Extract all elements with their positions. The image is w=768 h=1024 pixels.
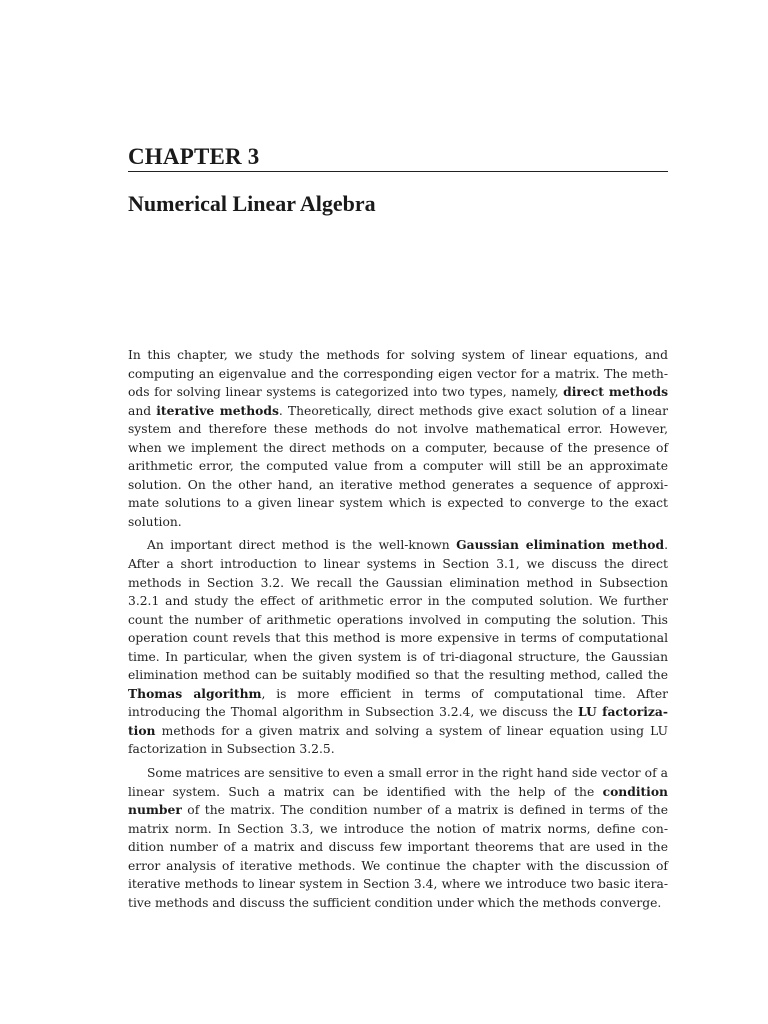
paragraph-2-text-2: . After a short introduction to linear systems in Section 3.1, we discuss the direct methods in Section 3.2. We recall the Gaussian elimination method in Subsection 3.2.1 and study the effect of arithmetic error in the computed solution. We further count the number of arithmetic operations involved in computing the solution. This operation count revels that this method is more expensive in terms of computational time. In particular, when the given system is of tri-diagonal structure, the Gaussian elimination method can be suitably modified so that the resulting method, called the — [128, 538, 668, 683]
chapter-heading-rule — [128, 171, 668, 172]
paragraph-3-text-2: of the matrix. The condition number of a matrix is defined in terms of the matrix norm. In Section 3.3, we introduce the notion of matrix norms, define condition number of a matrix and discuss few important theorems that are used in the error analysis of iterative methods. We continue the chapter with the discussion of iterative methods to linear system in Section 3.4, where we introduce two basic iterative methods and discuss the sufficient condition under which the methods converge. — [128, 803, 668, 910]
paragraph-2-text-1: An important direct method is the well-known — [147, 538, 457, 553]
paragraph-1-text-1: In this chapter, we study the methods for solving system of linear equations, and computing an eigenvalue and the corresponding eigen vector for a matrix. The methods for solving linear systems is categorized into two types, namely, — [128, 348, 668, 400]
paragraph-1-text-2: and — [128, 403, 157, 418]
chapter-title: Numerical Linear Algebra — [128, 191, 376, 216]
paragraph-3 — [128, 764, 668, 912]
chapter-introduction-body — [128, 346, 668, 917]
term-thomas-algorithm: Thomas algorithm — [128, 685, 262, 701]
chapter-number-heading: CHAPTER 3 — [128, 144, 260, 169]
term-lu-factorization: LU factorization — [128, 704, 668, 738]
paragraph-2 — [128, 536, 668, 759]
paragraph-3-text-1: Some matrices are sensitive to even a small error in the right hand side vector of a linear system. Such a matrix can be identified with the help of the — [128, 766, 668, 799]
paragraph-1 — [128, 346, 668, 531]
term-gaussian-elimination-method: Gaussian elimination method — [456, 537, 665, 553]
term-direct-methods: direct methods — [563, 384, 669, 400]
paragraph-1-text-3: . Theoretically, direct methods give exact solution of a linear system and therefore these methods do not involve mathematical error. However, when we implement the direct methods on a computer, because of the presence of arithmetic error, the computed value from a computer will still be an approximate solution. On the other hand, an iterative method generates a sequence of approximate solutions to a given linear system which is expected to converge to the exact solution. — [128, 403, 668, 529]
term-iterative-methods: iterative methods — [156, 402, 279, 418]
term-condition-number: condition number — [128, 783, 668, 818]
paragraph-2-text-3: , is more efficient in terms of computational time. After introducing the Thomal algorithm in Subsection 3.2.4, we discuss the — [128, 686, 668, 720]
paragraph-2-text-4: methods for a given matrix and solving a system of linear equation using LU factorization in Subsection 3.2.5. — [128, 723, 668, 757]
